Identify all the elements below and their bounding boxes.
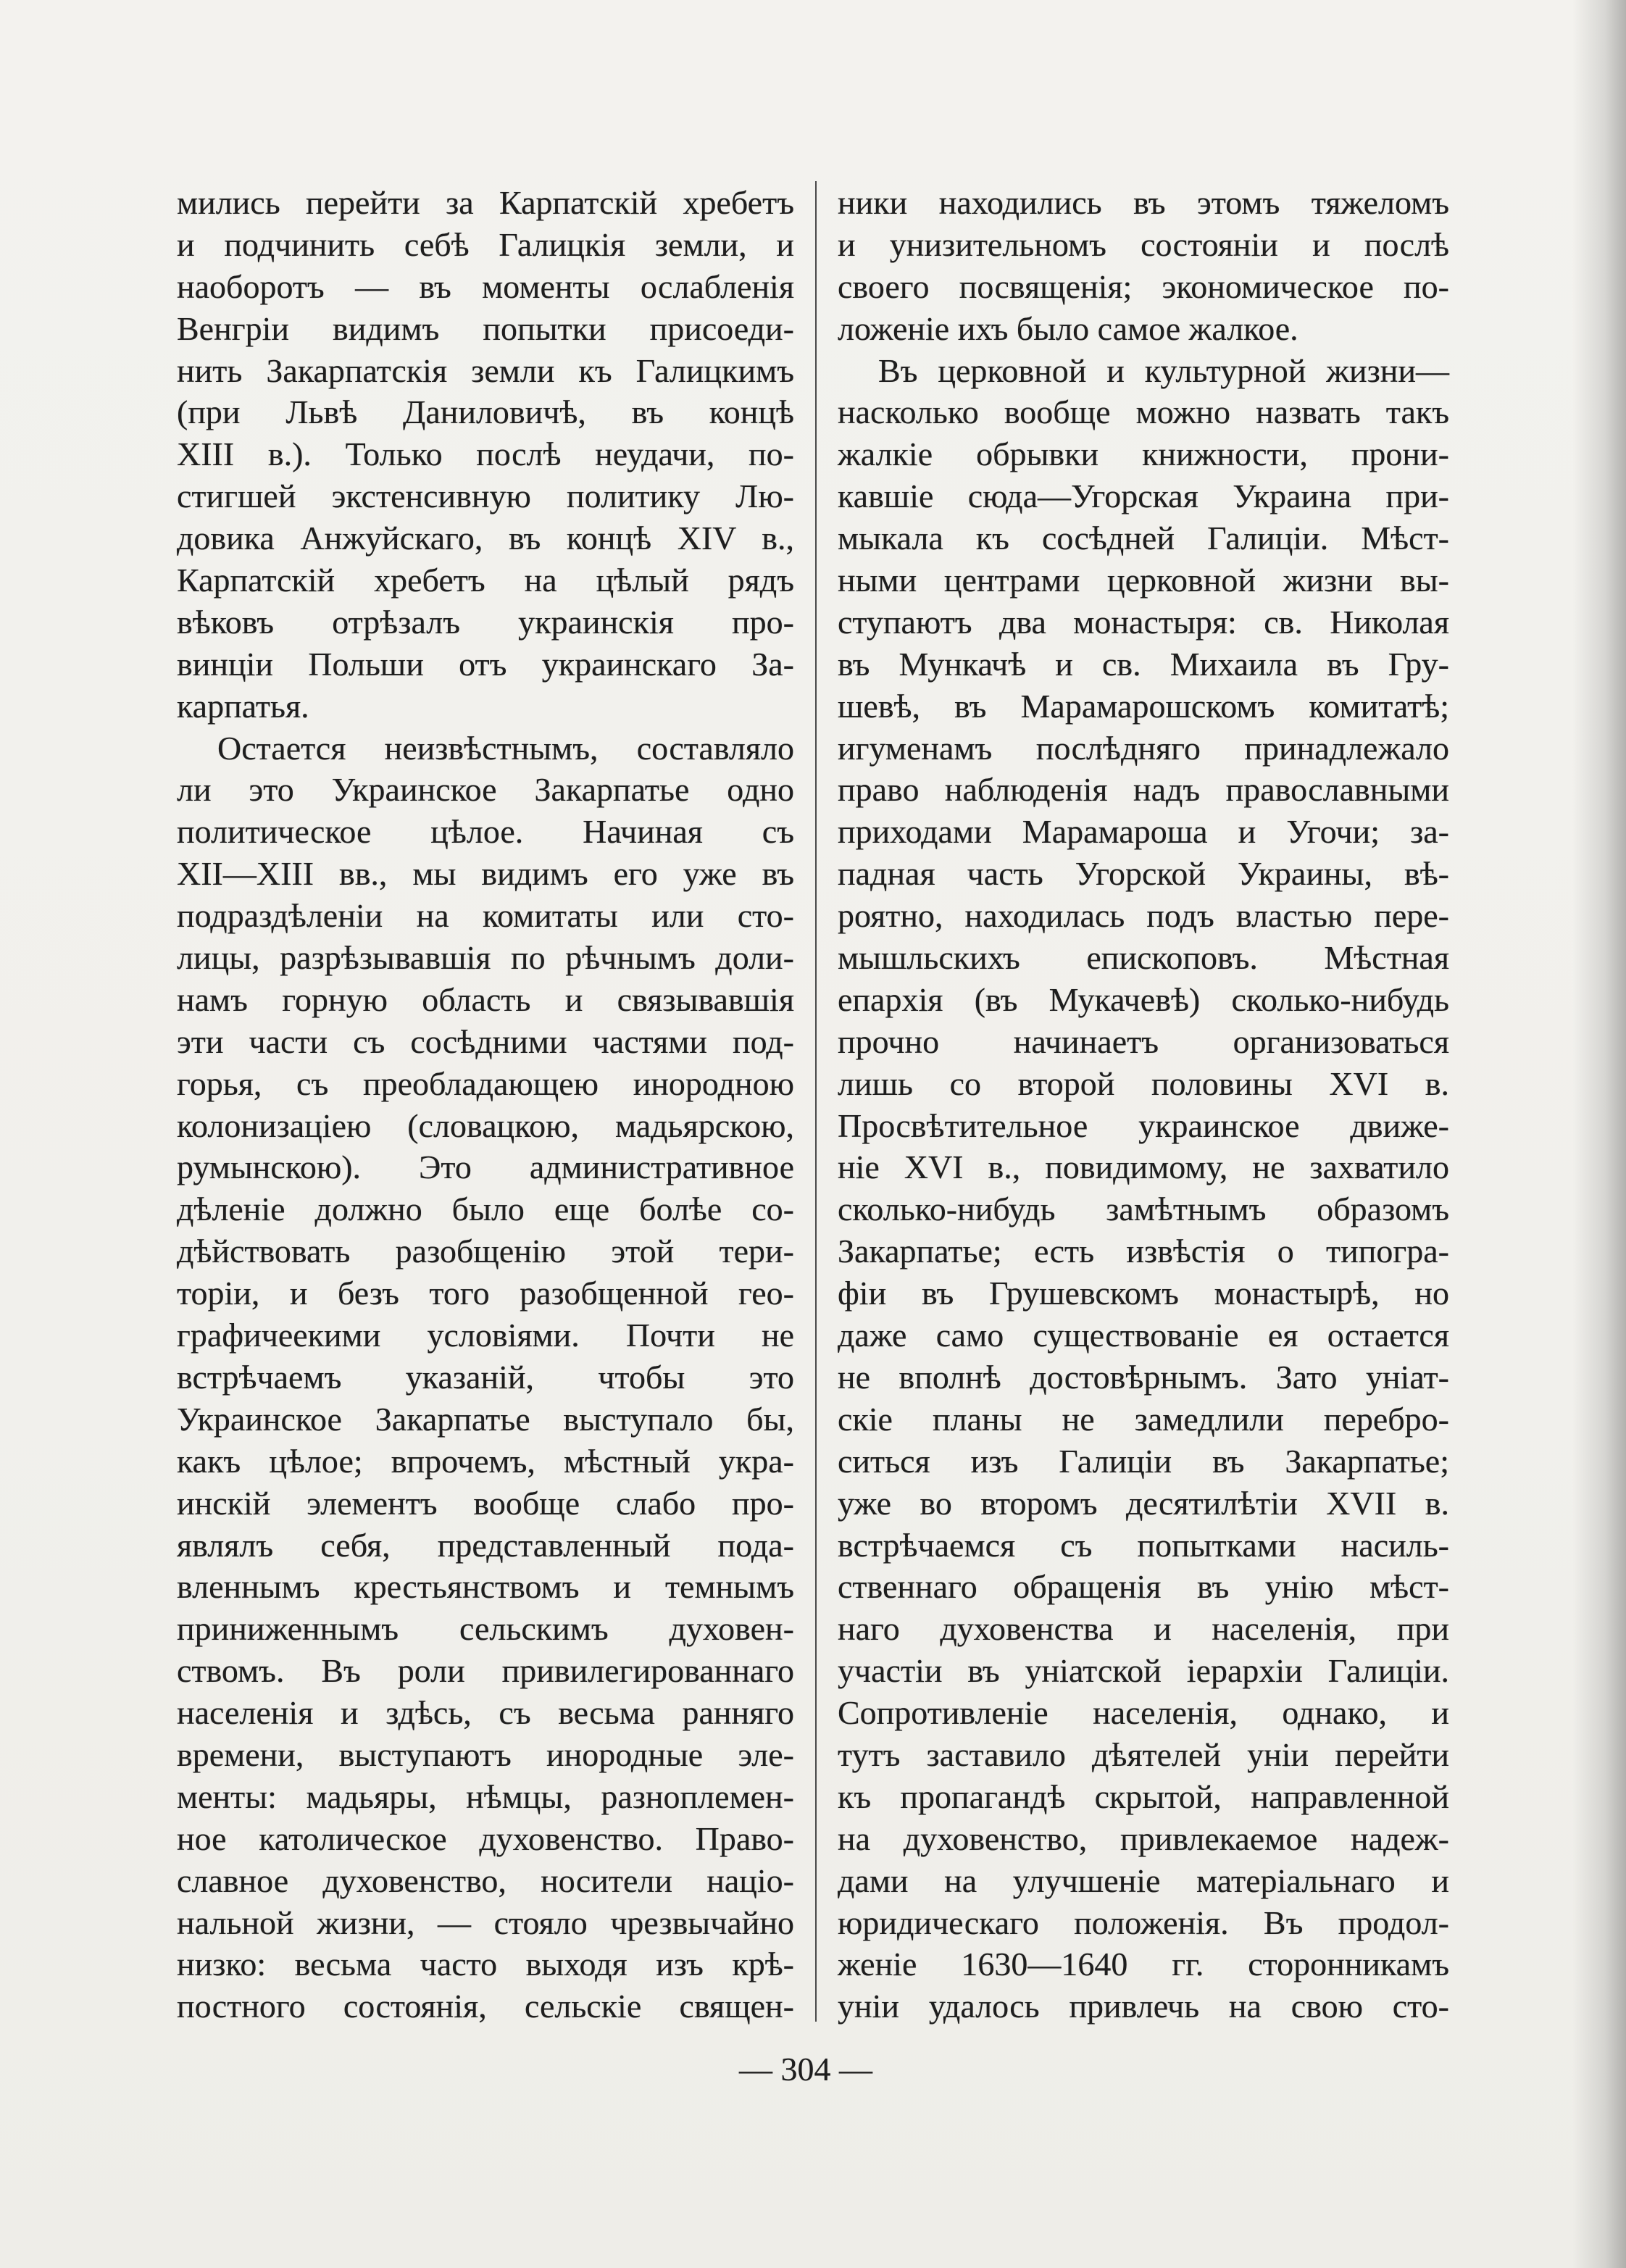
text-line: ствомъ. Въ роли привилегированнаго [177,1652,794,1690]
text-line: какъ цѣлое; впрочемъ, мѣстный укра- [177,1442,794,1480]
text-line: сколько-нибудь замѣтнымъ образомъ [838,1191,1449,1228]
text-line: не вполнѣ достовѣрнымъ. Зато уніат- [838,1358,1449,1396]
text-line: роятно, находилась подъ властью пере- [838,897,1449,935]
text-line: встрѣчаемъ указаній, чтобы это [177,1358,794,1396]
column-divider [815,181,817,2022]
text-line: скіе планы не замедлили перебро- [838,1400,1449,1438]
text-line: своего посвященія; экономическое по- [838,267,1449,305]
text-line: и подчинить себѣ Галицкія земли, и [177,225,794,263]
text-line: XII—XIII вв., мы видимъ его уже въ [177,855,794,893]
text-line: уніи удалось привлечь на свою сто- [838,1988,1449,2025]
text-line: являлъ себя, представленный пода- [177,1526,794,1564]
text-line: ніе XVI в., повидимому, не захватило [838,1148,1449,1186]
text-line: лишь со второй половины XVI в. [838,1064,1449,1102]
text-line: румынскою). Это административное [177,1148,794,1186]
paragraph-first-line: Остается неизвѣстнымъ, составляло [217,729,794,767]
text-line: Карпатскій хребетъ на цѣлый рядъ [177,562,794,599]
text-line: шевѣ, въ Марамарошскомъ комитатѣ; [838,687,1449,725]
text-line: мыкала къ сосѣдней Галиціи. Мѣст- [838,520,1449,557]
text-line: дами на улучшеніе матеріальнаго и [838,1861,1449,1899]
text-line: графичеекими условіями. Почти не [177,1317,794,1354]
text-line: кавшіе сюда—Угорская Украина при- [838,478,1449,515]
text-line: приниженнымъ сельскимъ духовен- [177,1610,794,1648]
text-line: Закарпатье; есть извѣстія о типогра- [838,1233,1449,1270]
text-line: стигшей экстенсивную политику Лю- [177,478,794,515]
text-line: участіи въ уніатской іерархіи Галиціи. [838,1652,1449,1690]
text-line: и унизительномъ состояніи и послѣ [838,225,1449,263]
text-line: времени, выступаютъ инородные эле- [177,1735,794,1773]
text-line: населенія и здѣсь, съ весьма ранняго [177,1694,794,1732]
text-line: мились перейти за Карпатскій хребетъ [177,184,794,221]
text-line: славное духовенство, носители націо- [177,1861,794,1899]
text-line: дѣленіе должно было еще болѣе со- [177,1191,794,1228]
text-line: горья, съ преобладающею инородною [177,1064,794,1102]
text-line: вленнымъ крестьянствомъ и темнымъ [177,1568,794,1606]
text-line: мышльскихъ епископовъ. Мѣстная [838,939,1449,977]
text-line: намъ горную область и связывавшія [177,980,794,1018]
text-line: (при Львѣ Даниловичѣ, въ концѣ [177,393,794,431]
text-line: ступаютъ два монастыря: св. Николая [838,603,1449,641]
text-line: колонизаціею (словацкою, мадьярскою, [177,1106,794,1144]
text-line: женіе 1630—1640 гг. сторонникамъ [838,1946,1449,1983]
text-line: ложеніе ихъ было самое жалкое. [838,309,1298,347]
text-line: Венгріи видимъ попытки присоеди- [177,309,794,347]
text-line: нить Закарпатскія земли къ Галицкимъ [177,351,794,389]
text-line: Сопротивленіе населенія, однако, и [838,1694,1449,1732]
text-line: право наблюденія надъ православными [838,771,1449,809]
text-line: ли это Украинское Закарпатье одно [177,771,794,809]
text-line: винціи Польши отъ украинскаго За- [177,645,794,683]
text-line: менты: мадьяры, нѣмцы, разноплемен- [177,1777,794,1815]
text-line: XIII в.). Только послѣ неудачи, по- [177,435,794,473]
text-line: политическое цѣлое. Начиная съ [177,813,794,851]
text-line: падная часть Угорской Украины, вѣ- [838,855,1449,893]
text-line: лицы, разрѣзывавшія по рѣчнымъ доли- [177,939,794,977]
text-line: Украинское Закарпатье выступало бы, [177,1400,794,1438]
text-line: ники находились въ этомъ тяжеломъ [838,184,1449,221]
right-text-column [838,182,1449,2027]
text-line: епархія (въ Мукачевѣ) сколько-нибудь [838,980,1449,1018]
text-line: ситься изъ Галиціи въ Закарпатье; [838,1442,1449,1480]
text-line: дѣйствовать разобщенію этой тери- [177,1233,794,1270]
text-line: эти части съ сосѣдними частями под- [177,1022,794,1060]
text-line: нальной жизни, — стояло чрезвычайно [177,1904,794,1941]
text-line: юридическаго положенія. Въ продол- [838,1904,1449,1941]
text-line: карпатья. [177,687,309,725]
text-line: ное католическое духовенство. Право- [177,1819,794,1857]
left-text-column [177,182,794,2027]
text-line: встрѣчаемся съ попытками насиль- [838,1526,1449,1564]
text-line: Просвѣтительное украинское движе- [838,1106,1449,1144]
text-line: даже само существованіе ея остается [838,1317,1449,1354]
text-line: постного состоянія, сельскіе священ- [177,1988,794,2025]
text-line: въ Мункачѣ и св. Михаила въ Гру- [838,645,1449,683]
text-line: вѣковъ отрѣзалъ украинскія про- [177,603,794,641]
text-line: жалкіе обрывки книжности, прони- [838,435,1449,473]
text-line: игуменамъ послѣдняго принадлежало [838,729,1449,767]
text-line: на духовенство, привлекаемое надеж- [838,1819,1449,1857]
text-line: инскій элементъ вообще слабо про- [177,1484,794,1522]
text-line: наго духовенства и населенія, при [838,1610,1449,1648]
page-number: — 304 — [739,2051,872,2088]
text-line: ственнаго обращенія въ унію мѣст- [838,1568,1449,1606]
text-line: подраздѣленіи на комитаты или сто- [177,897,794,935]
text-line: довика Анжуйскаго, въ концѣ XIV в., [177,520,794,557]
text-line: прочно начинаетъ организоваться [838,1022,1449,1060]
text-line: наоборотъ — въ моменты ослабленія [177,267,794,305]
text-line: тутъ заставило дѣятелей уніи перейти [838,1735,1449,1773]
text-line: насколько вообще можно назвать такъ [838,393,1449,431]
text-line: торіи, и безъ того разобщенной гео- [177,1275,794,1312]
text-line: приходами Марамароша и Угочи; за- [838,813,1449,851]
text-line: уже во второмъ десятилѣтіи XVII в. [838,1484,1449,1522]
text-line: фіи въ Грушевскомъ монастырѣ, но [838,1275,1449,1312]
text-line: къ пропагандѣ скрытой, направленной [838,1777,1449,1815]
text-line: ными центрами церковной жизни вы- [838,562,1449,599]
paragraph-first-line: Въ церковной и культурной жизни— [878,351,1449,389]
text-line: низко: весьма часто выходя изъ крѣ- [177,1946,794,1983]
